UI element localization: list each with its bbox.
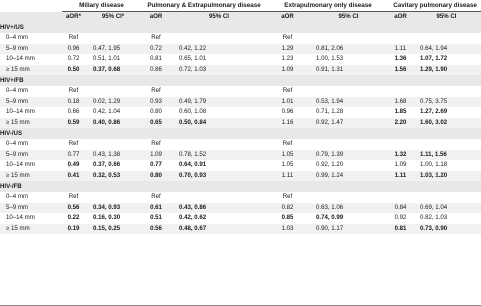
ci-cell: 0.81, 2.06 [308, 44, 389, 55]
ci-cell: 0.15, 0.25 [85, 224, 141, 235]
table-row [0, 65, 481, 76]
row-label: 5–9 mm [0, 97, 62, 108]
aor-cell: 0.61 [141, 203, 171, 214]
ci-cell: 0.32, 0.53 [85, 171, 141, 182]
group-header-extrapulmonary-only: Extrapulmonary only disease [267, 0, 389, 12]
row-label: 5–9 mm [0, 203, 62, 214]
ci-cell: 0.64, 0.91 [171, 160, 267, 171]
table-row [0, 54, 481, 65]
ci-cell [85, 86, 141, 97]
ci-cell: 1.00, 1.53 [308, 54, 389, 65]
ci-cell: 0.91, 1.31 [308, 65, 389, 76]
ci-cell: 1.00, 1.18 [412, 160, 481, 171]
aor-cell [389, 139, 412, 150]
aor-cell: 1.09 [267, 65, 308, 76]
ci-cell: 0.37, 0.66 [85, 160, 141, 171]
aor-cell: Ref [141, 86, 171, 97]
aor-cell: 1.05 [267, 150, 308, 161]
table-row [0, 118, 481, 129]
aor-cell: 0.96 [62, 44, 85, 55]
section-header-row [0, 22, 481, 33]
ci-cell: 0.78, 1.52 [171, 150, 267, 161]
subheader-ci: 95% CI [171, 12, 267, 23]
group-header-miliary: Miliary disease [62, 0, 141, 12]
ci-cell: 0.42, 1.04 [85, 107, 141, 118]
table-row [0, 192, 481, 203]
ci-cell [171, 33, 267, 44]
section-title: HIV-/FB [0, 181, 481, 192]
aor-cell: 0.81 [389, 224, 412, 235]
ci-cell [171, 139, 267, 150]
aor-cell: 0.93 [141, 97, 171, 108]
table-row [0, 213, 481, 224]
aor-cell: 0.77 [62, 150, 85, 161]
ci-cell [308, 192, 389, 203]
ci-cell [85, 33, 141, 44]
row-label: 0–4 mm [0, 139, 62, 150]
aor-cell: 0.22 [62, 213, 85, 224]
aor-cell: Ref [62, 139, 85, 150]
aor-cell: 1.11 [389, 171, 412, 182]
aor-cell: 1.09 [389, 160, 412, 171]
ci-cell [171, 192, 267, 203]
aor-cell: 0.59 [62, 118, 85, 129]
aor-cell: Ref [141, 33, 171, 44]
aor-cell: 1.68 [389, 97, 412, 108]
ci-cell [412, 192, 481, 203]
ci-cell: 0.79, 1.39 [308, 150, 389, 161]
section-header-row [0, 181, 481, 192]
aor-cell: 1.11 [389, 44, 412, 55]
table-row [0, 107, 481, 118]
section-header-row [0, 128, 481, 139]
aor-cell: 1.01 [267, 97, 308, 108]
subheader-blank [0, 12, 62, 23]
row-label: 10–14 mm [0, 160, 62, 171]
column-header-row [0, 12, 481, 23]
aor-cell: 0.50 [62, 65, 85, 76]
ci-cell: 0.42, 1.22 [171, 44, 267, 55]
ci-cell: 1.07, 1.72 [412, 54, 481, 65]
table-row [0, 203, 481, 214]
aor-cell [389, 86, 412, 97]
ci-cell: 1.60, 3.02 [412, 118, 481, 129]
aor-cell: Ref [62, 192, 85, 203]
subheader-ci: 95% CI [412, 12, 481, 23]
aor-cell: 0.49 [62, 160, 85, 171]
ci-cell: 0.74, 0.99 [308, 213, 389, 224]
ci-cell [308, 86, 389, 97]
ci-cell [308, 33, 389, 44]
ci-cell: 0.99, 1.24 [308, 171, 389, 182]
aor-cell: 1.23 [267, 54, 308, 65]
table-row [0, 86, 481, 97]
aor-cell: 0.84 [389, 203, 412, 214]
table-row [0, 171, 481, 182]
ci-cell [412, 139, 481, 150]
row-label: ≥ 15 mm [0, 65, 62, 76]
ci-cell: 0.92, 1.47 [308, 118, 389, 129]
subheader-aor: aOR [389, 12, 412, 23]
aor-cell: 0.51 [141, 213, 171, 224]
ci-cell: 1.11, 1.56 [412, 150, 481, 161]
ci-cell: 0.02, 1.29 [85, 97, 141, 108]
ci-cell: 0.53, 1.94 [308, 97, 389, 108]
ci-cell: 0.34, 0.93 [85, 203, 141, 214]
aor-cell: 1.29 [267, 44, 308, 55]
ci-cell: 1.29, 1.90 [412, 65, 481, 76]
aor-cell: 0.66 [62, 107, 85, 118]
ci-cell [85, 192, 141, 203]
table-row [0, 33, 481, 44]
row-label: 10–14 mm [0, 213, 62, 224]
aor-cell: 0.41 [62, 171, 85, 182]
row-label: 5–9 mm [0, 44, 62, 55]
table-row [0, 97, 481, 108]
ci-cell: 0.69, 1.04 [412, 203, 481, 214]
row-label: ≥ 15 mm [0, 118, 62, 129]
table-row [0, 224, 481, 235]
aor-cell: 1.16 [267, 118, 308, 129]
ci-cell [85, 139, 141, 150]
ci-cell: 0.48, 0.67 [171, 224, 267, 235]
section-title: HIV-/US [0, 128, 481, 139]
ci-cell: 1.03, 1.20 [412, 171, 481, 182]
aor-cell: 0.18 [62, 97, 85, 108]
group-header-row [0, 0, 481, 12]
aor-cell: 0.56 [141, 224, 171, 235]
row-label: 0–4 mm [0, 192, 62, 203]
row-label: 0–4 mm [0, 33, 62, 44]
corner-cell [0, 0, 62, 12]
ci-cell: 0.64, 1.94 [412, 44, 481, 55]
ci-cell [412, 86, 481, 97]
ci-cell [412, 33, 481, 44]
section-title: HIV+/FB [0, 75, 481, 86]
aor-cell: 0.72 [62, 54, 85, 65]
ci-cell: 0.51, 1.01 [85, 54, 141, 65]
ci-cell: 0.72, 1.03 [171, 65, 267, 76]
subheader-aor: aOR [267, 12, 308, 23]
aor-cell: 0.92 [389, 213, 412, 224]
aor-cell: 0.77 [141, 160, 171, 171]
aor-cell: 0.81 [141, 54, 171, 65]
ci-cell: 0.42, 0.62 [171, 213, 267, 224]
aor-cell: 0.80 [141, 107, 171, 118]
aor-cell: Ref [267, 33, 308, 44]
section-header-row [0, 75, 481, 86]
aor-cell: 0.65 [141, 118, 171, 129]
aor-cell: 1.32 [389, 150, 412, 161]
ci-cell: 0.43, 0.86 [171, 203, 267, 214]
ci-cell: 0.65, 1.01 [171, 54, 267, 65]
aor-cell: 0.56 [62, 203, 85, 214]
aor-cell [389, 192, 412, 203]
row-label: ≥ 15 mm [0, 171, 62, 182]
ci-cell: 0.70, 0.93 [171, 171, 267, 182]
ci-cell: 0.63, 1.06 [308, 203, 389, 214]
ci-cell: 0.37, 0.68 [85, 65, 141, 76]
ci-cell: 0.49, 1.79 [171, 97, 267, 108]
aor-cell: 0.72 [141, 44, 171, 55]
section-title: HIV+/US [0, 22, 481, 33]
ci-cell: 0.92, 1.20 [308, 160, 389, 171]
subheader-aor: aOR* [62, 12, 85, 23]
ci-cell: 0.40, 0.86 [85, 118, 141, 129]
aor-cell [389, 33, 412, 44]
aor-cell: 2.20 [389, 118, 412, 129]
ci-cell: 0.73, 0.90 [412, 224, 481, 235]
aor-cell: 0.82 [267, 203, 308, 214]
aor-cell: Ref [141, 192, 171, 203]
aor-cell: Ref [62, 33, 85, 44]
ci-cell: 0.82, 1.03 [412, 213, 481, 224]
group-header-cavitary: Cavitary pulmonary disease [389, 0, 481, 12]
aor-cell: 1.05 [267, 160, 308, 171]
ci-cell: 0.71, 1.28 [308, 107, 389, 118]
row-label: 0–4 mm [0, 86, 62, 97]
aor-cell: 1.56 [389, 65, 412, 76]
table-row [0, 150, 481, 161]
aor-cell: 0.96 [267, 107, 308, 118]
aor-cell: Ref [141, 139, 171, 150]
aor-cell: 0.19 [62, 224, 85, 235]
ci-cell: 0.47, 1.95 [85, 44, 141, 55]
row-label: 10–14 mm [0, 54, 62, 65]
aor-cell: 1.11 [267, 171, 308, 182]
table-row [0, 160, 481, 171]
aor-cell: 0.86 [141, 65, 171, 76]
ci-cell [308, 139, 389, 150]
aor-cell: 1.03 [267, 224, 308, 235]
ci-cell: 0.75, 3.75 [412, 97, 481, 108]
ci-cell: 0.16, 0.30 [85, 213, 141, 224]
ci-cell: 1.27, 2.69 [412, 107, 481, 118]
aor-cell: 0.85 [267, 213, 308, 224]
table-row [0, 139, 481, 150]
aor-cell: 1.85 [389, 107, 412, 118]
ci-cell: 0.90, 1.17 [308, 224, 389, 235]
aor-cell: Ref [267, 192, 308, 203]
aor-cell: Ref [267, 86, 308, 97]
group-header-pulmonary-extrapulmonary: Pulmonary & Extrapulmonary disease [141, 0, 267, 12]
row-label: 10–14 mm [0, 107, 62, 118]
ci-cell [171, 86, 267, 97]
aor-cell: Ref [267, 139, 308, 150]
subheader-ci: 95% CI* [85, 12, 141, 23]
aor-cell: 1.09 [141, 150, 171, 161]
ci-cell: 0.50, 0.84 [171, 118, 267, 129]
table-row [0, 44, 481, 55]
row-label: 5–9 mm [0, 150, 62, 161]
ci-cell: 0.43, 1.38 [85, 150, 141, 161]
ci-cell: 0.60, 1.08 [171, 107, 267, 118]
subheader-aor: aOR [141, 12, 171, 23]
aor-cell: Ref [62, 86, 85, 97]
aor-cell: 0.80 [141, 171, 171, 182]
subheader-ci: 95% CI [308, 12, 389, 23]
aor-cell: 1.36 [389, 54, 412, 65]
row-label: ≥ 15 mm [0, 224, 62, 235]
